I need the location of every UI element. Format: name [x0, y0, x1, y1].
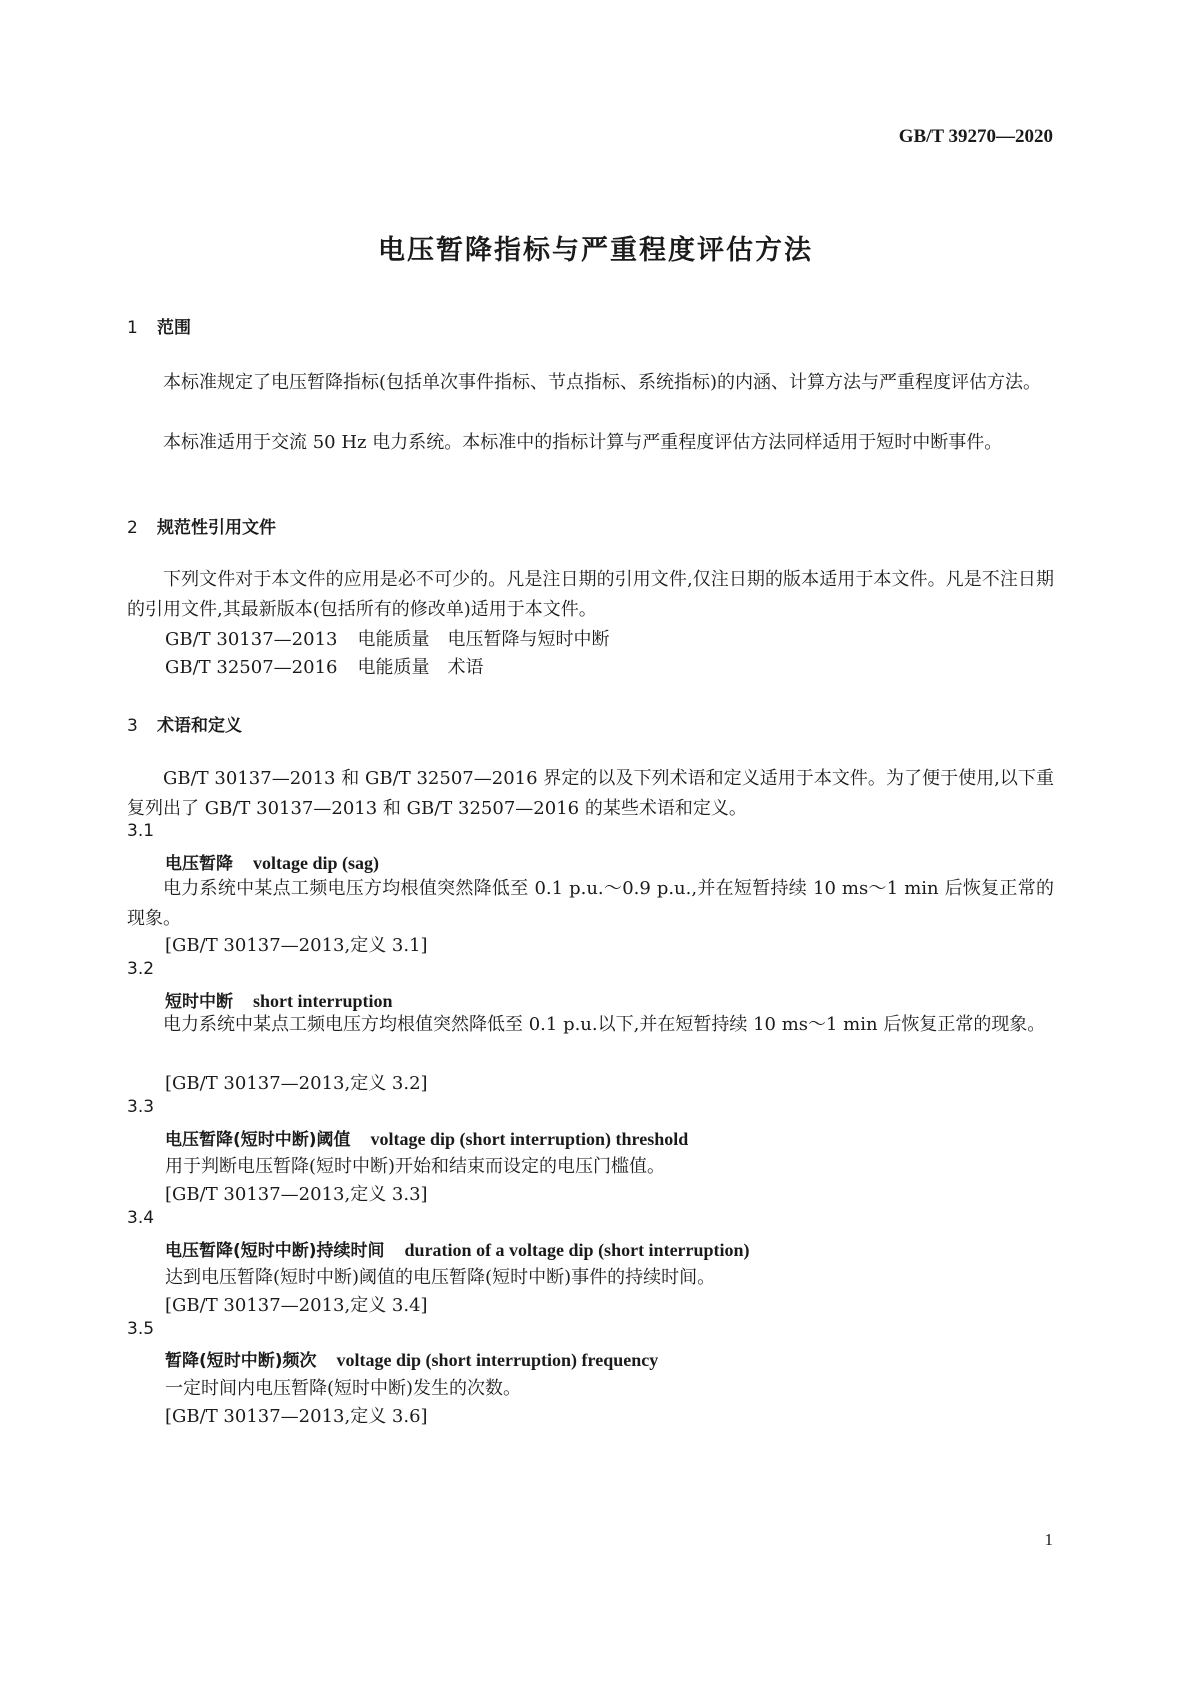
- section-3-intro: GB/T 30137—2013 和 GB/T 32507—2016 界定的以及下列术语和定义适用于本文件。为了便于使用,以下重复列出了 GB/T 30137—2013 和 GB/T 32507—2016 的某些术语和定义。: [127, 768, 1054, 819]
- section-1-paragraph-1: 本标准规定了电压暂降指标(包括单次事件指标、节点指标、系统指标)的内涵、计算方法与严重程度评估方法。: [163, 372, 1042, 393]
- reference-code: GB/T 32507—2016: [165, 657, 338, 678]
- reference-title: 电能质量 电压暂降与短时中断: [357, 629, 610, 650]
- section-3-heading: [127, 711, 242, 736]
- term-heading: [165, 1236, 750, 1261]
- section-title: 规范性引用文件: [157, 518, 276, 538]
- section-1-paragraph-2: 本标准适用于交流 50 Hz 电力系统。本标准中的指标计算与严重程度评估方法同样适用于短时中断事件。: [163, 432, 1003, 453]
- term-definition: 电力系统中某点工频电压方均根值突然降低至 0.1 p.u.以下,并在短暂持续 10 ms～1 min 后恢复正常的现象。: [163, 1014, 1046, 1035]
- term-en: voltage dip (short interruption) threshold: [370, 1129, 689, 1149]
- term-source: [GB/T 30137—2013,定义 3.2]: [165, 1073, 428, 1094]
- standard-code: GB/T 39270—2020: [898, 126, 1053, 147]
- reference-title: 电能质量 术语: [357, 657, 484, 678]
- term-zh: 电压暂降: [165, 854, 233, 874]
- term-source: [GB/T 30137—2013,定义 3.3]: [165, 1184, 428, 1205]
- term-heading: [165, 987, 393, 1012]
- reference-code: GB/T 30137—2013: [165, 629, 338, 650]
- term-heading: [165, 1125, 688, 1150]
- term-zh: 电压暂降(短时中断)阈值: [165, 1130, 351, 1150]
- term-en: voltage dip (sag): [253, 853, 379, 873]
- term-en: voltage dip (short interruption) frequency: [336, 1350, 659, 1370]
- page-number: 1: [1044, 1530, 1053, 1549]
- term-source: [GB/T 30137—2013,定义 3.1]: [165, 935, 428, 956]
- term-definition: 达到电压暂降(短时中断)阈值的电压暂降(短时中断)事件的持续时间。: [165, 1267, 716, 1288]
- section-number: 2: [127, 518, 138, 538]
- term-number: 3.4: [127, 1208, 155, 1228]
- term-source: [GB/T 30137—2013,定义 3.6]: [165, 1406, 428, 1427]
- term-en: duration of a voltage dip (short interruption): [404, 1240, 750, 1260]
- term-source: [GB/T 30137—2013,定义 3.4]: [165, 1295, 428, 1316]
- term-number: 3.5: [127, 1319, 155, 1339]
- normative-reference: [165, 653, 483, 679]
- term-number: 3.2: [127, 959, 155, 979]
- term-definition: 电力系统中某点工频电压方均根值突然降低至 0.1 p.u.～0.9 p.u.,并在短暂持续 10 ms～1 min 后恢复正常的现象。: [127, 878, 1054, 929]
- term-number: 3.3: [127, 1097, 155, 1117]
- term-zh: 暂降(短时中断)频次: [165, 1351, 317, 1371]
- section-2-paragraph: 下列文件对于本文件的应用是必不可少的。凡是注日期的引用文件,仅注日期的版本适用于本文件。凡是不注日期的引用文件,其最新版本(包括所有的修改单)适用于本文件。: [127, 569, 1054, 620]
- term-zh: 电压暂降(短时中断)持续时间: [165, 1241, 385, 1261]
- section-title: 术语和定义: [157, 716, 242, 736]
- section-2-heading: [127, 513, 276, 538]
- page-title: 电压暂降指标与严重程度评估方法: [378, 235, 813, 266]
- term-definition: 一定时间内电压暂降(短时中断)发生的次数。: [165, 1378, 522, 1399]
- term-number: 3.1: [127, 821, 155, 841]
- term-heading: [165, 1346, 658, 1371]
- section-1-heading: [127, 313, 191, 338]
- term-en: short interruption: [253, 991, 393, 1011]
- section-number: 1: [127, 318, 138, 338]
- term-heading: [165, 849, 379, 874]
- term-zh: 短时中断: [165, 992, 233, 1012]
- section-title: 范围: [157, 318, 191, 338]
- normative-reference: [165, 625, 609, 651]
- term-definition: 用于判断电压暂降(短时中断)开始和结束而设定的电压门槛值。: [165, 1156, 666, 1177]
- section-number: 3: [127, 716, 138, 736]
